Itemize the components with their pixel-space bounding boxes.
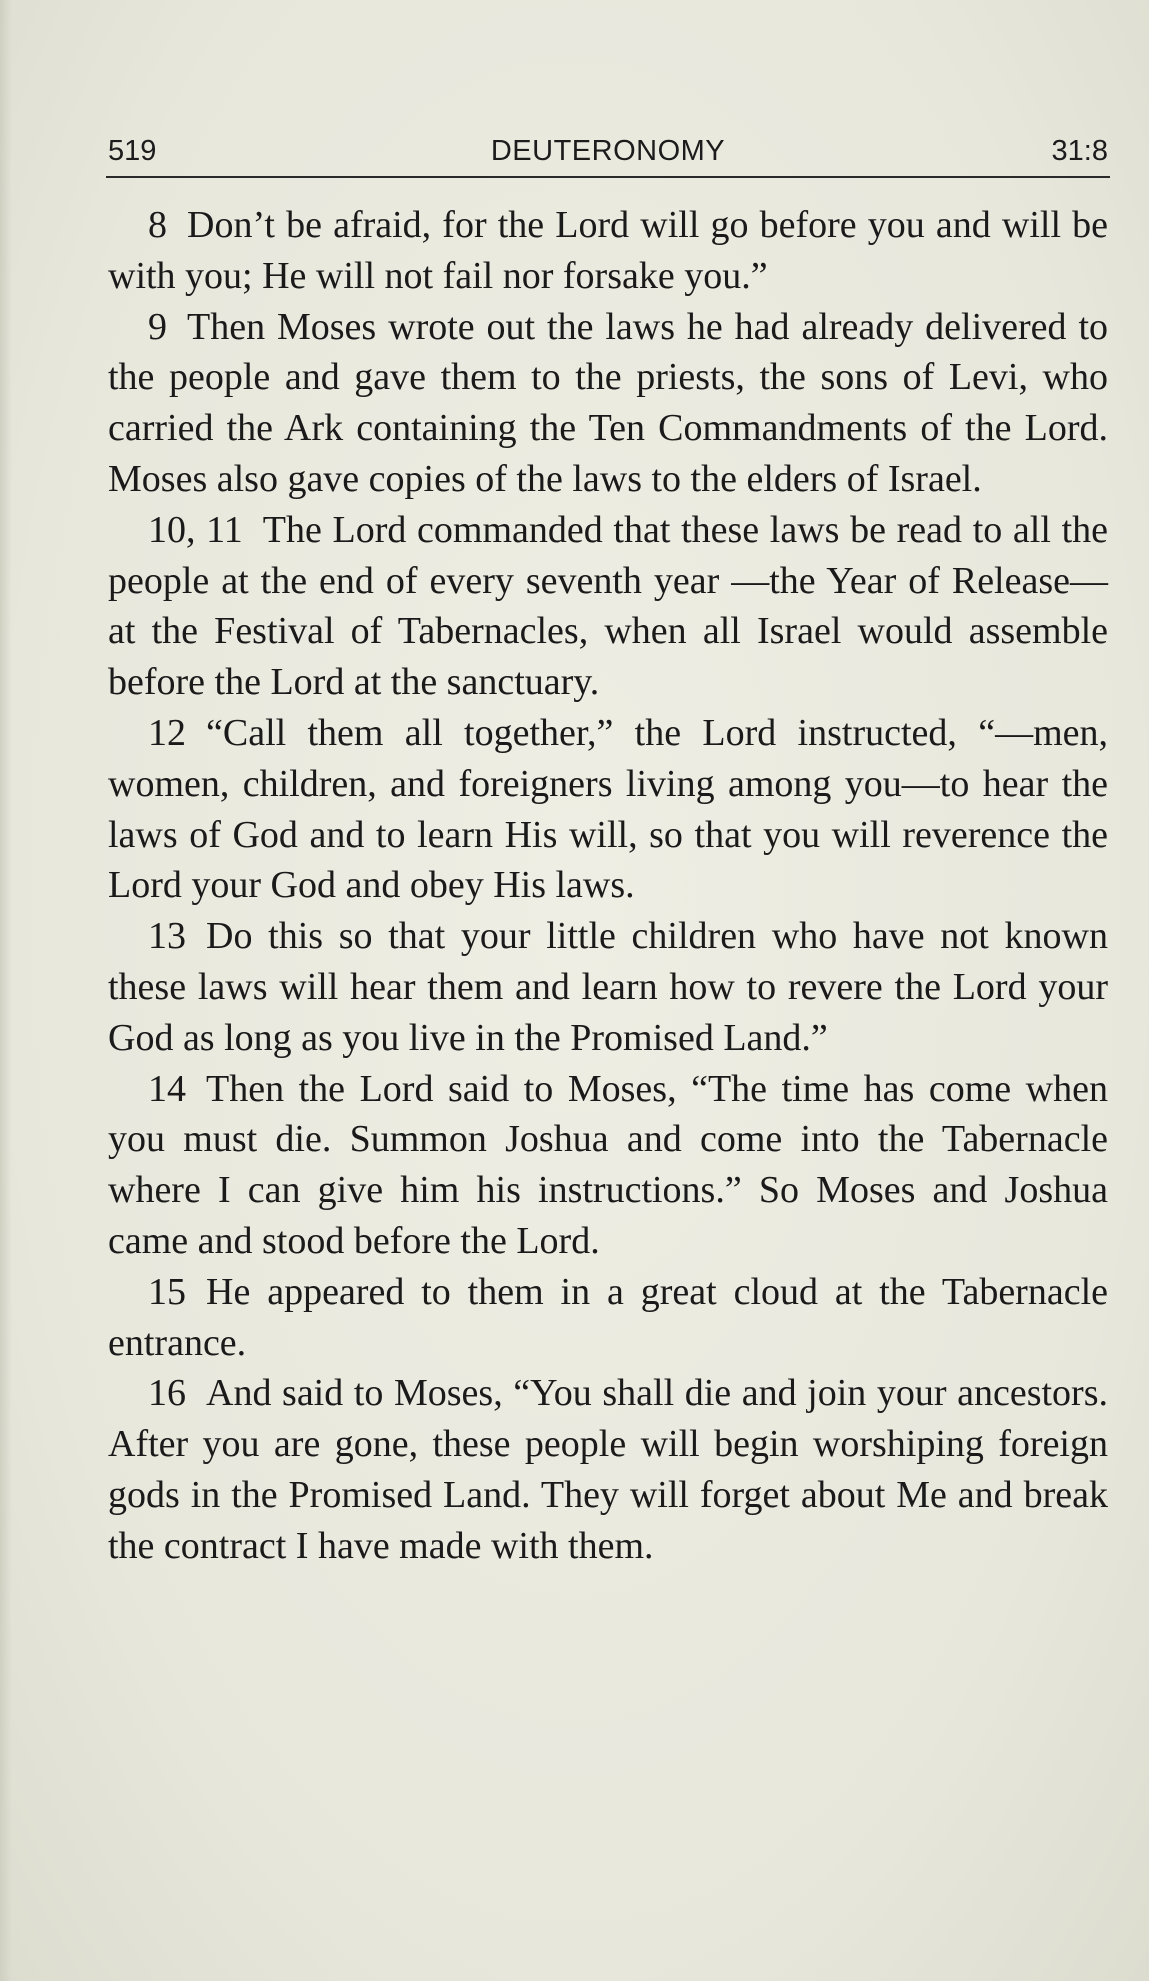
verse-paragraph bbox=[108, 911, 1108, 1063]
verse-paragraph bbox=[108, 505, 1108, 708]
verse-text: Then the Lord said to Moses, “The time has come when you must die. Summon Joshua and come into the Tabernacle where I can give him his instructions.” So Moses and Joshua came and stood before the Lord. bbox=[108, 1067, 1108, 1262]
verse-paragraph bbox=[108, 200, 1108, 302]
verse-number: 9 bbox=[148, 305, 167, 348]
verse-paragraph bbox=[108, 708, 1108, 911]
body-text bbox=[108, 200, 1108, 1572]
verse-paragraph bbox=[108, 1368, 1108, 1571]
verse-text: Don’t be afraid, for the Lord will go before you and will be with you; He will not fail nor forsake you.” bbox=[108, 204, 1108, 297]
verse-number: 13 bbox=[148, 915, 186, 958]
book-title: DEUTERONOMY bbox=[490, 135, 726, 167]
running-header bbox=[108, 135, 1108, 175]
verse-text: And said to Moses, “You shall die and join your ancestors. After you are gone, these people will begin worshiping foreign gods in the Promised Land. They will forget about Me and break the contract I have made with them. bbox=[108, 1372, 1108, 1567]
verse-paragraph bbox=[108, 1064, 1108, 1267]
verse-number: 14 bbox=[148, 1067, 186, 1110]
verse-paragraph bbox=[108, 1267, 1108, 1369]
chapter-verse-reference: 31:8 bbox=[1051, 135, 1108, 167]
verse-text: “Call them all together,” the Lord instructed, “—men, women, children, and foreigners living among you—to hear the laws of God and to learn His will, so that you will reverence the Lord your God and obey His laws. bbox=[108, 711, 1108, 907]
page-number: 519 bbox=[108, 135, 157, 167]
verse-number: 12 bbox=[148, 711, 186, 754]
verse-number: 15 bbox=[148, 1270, 186, 1313]
header-rule bbox=[106, 176, 1110, 178]
verse-paragraph bbox=[108, 302, 1108, 505]
verse-number: 10, 11 bbox=[148, 508, 243, 551]
verse-text: Do this so that your little children who have not known these laws will hear them and learn how to revere the Lord your God as long as you live in the Promised Land.” bbox=[108, 915, 1108, 1059]
verse-text: Then Moses wrote out the laws he had already delivered to the people and gave them to the priests, the sons of Levi, who carried the Ark containing the Ten Commandments of the Lord. Moses also gave copies of the laws to the elders of Israel. bbox=[108, 305, 1108, 500]
page-gutter-shadow bbox=[0, 0, 12, 1981]
verse-text: He appeared to them in a great cloud at the Tabernacle entrance. bbox=[108, 1270, 1108, 1364]
verse-text: The Lord commanded that these laws be read to all the people at the end of every seventh year —the Year of Release—at the Festival of Tabernacles, when all Israel would assemble before the Lord at the sanctuary. bbox=[108, 508, 1109, 704]
verse-number: 16 bbox=[148, 1372, 186, 1415]
verse-number: 8 bbox=[148, 204, 167, 246]
